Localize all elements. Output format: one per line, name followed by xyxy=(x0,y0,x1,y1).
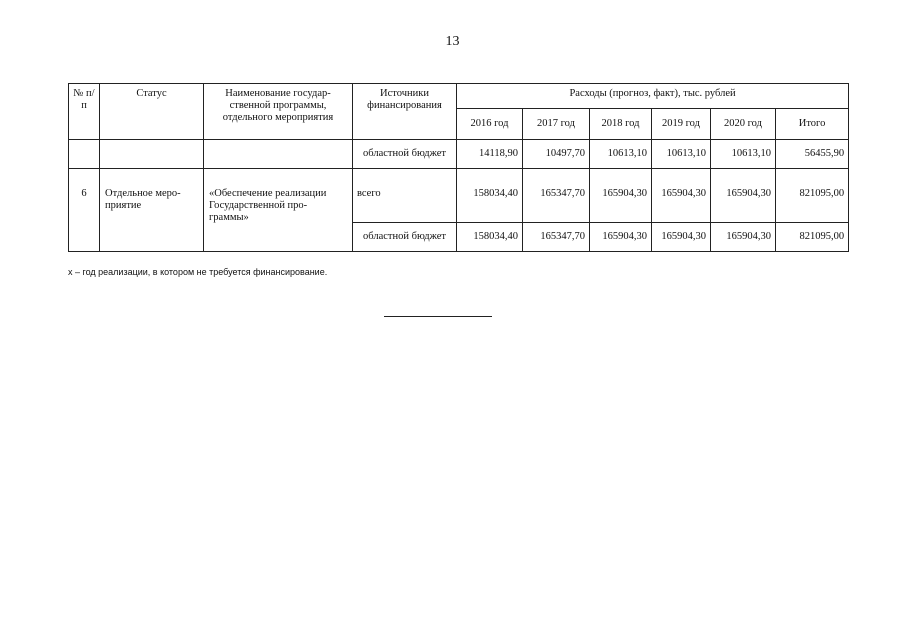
source-cell: областной бюджет xyxy=(353,140,457,169)
source-cell: всего xyxy=(353,179,457,223)
spacer-cell xyxy=(353,169,457,180)
status-cell: Отдельное меро- приятие xyxy=(100,179,204,252)
header-year-2020: 2020 год xyxy=(711,109,776,140)
value-cell: 158034,40 xyxy=(457,179,523,223)
total-cell: 56455,90 xyxy=(776,140,849,169)
value-cell: 165347,70 xyxy=(523,179,590,223)
total-cell: 821095,00 xyxy=(776,223,849,252)
name-cell: «Обеспечение реализации Государственной про- граммы» xyxy=(204,179,353,252)
value-cell: 10497,70 xyxy=(523,140,590,169)
source-cell: областной бюджет xyxy=(353,223,457,252)
header-year-2018: 2018 год xyxy=(590,109,652,140)
value-cell: 14118,90 xyxy=(457,140,523,169)
spacer-cell xyxy=(457,169,523,180)
header-year-2016: 2016 год xyxy=(457,109,523,140)
value-cell: 158034,40 xyxy=(457,223,523,252)
spacer-cell xyxy=(204,169,353,180)
total-cell: 821095,00 xyxy=(776,179,849,223)
value-cell: 10613,10 xyxy=(652,140,711,169)
spacer-cell xyxy=(100,169,204,180)
header-year-2019: 2019 год xyxy=(652,109,711,140)
value-cell: 165904,30 xyxy=(590,223,652,252)
header-row xyxy=(69,84,849,109)
value-cell: 165904,30 xyxy=(652,223,711,252)
spacer-cell xyxy=(652,169,711,180)
value-cell: 165904,30 xyxy=(711,179,776,223)
table-row xyxy=(69,179,849,223)
value-cell: 165347,70 xyxy=(523,223,590,252)
spacer-cell xyxy=(523,169,590,180)
spacer-cell xyxy=(69,169,100,180)
header-no: № п/п xyxy=(69,84,100,140)
value-cell: 165904,30 xyxy=(590,179,652,223)
status-cell-empty xyxy=(100,140,204,169)
value-cell: 165904,30 xyxy=(711,223,776,252)
value-cell: 10613,10 xyxy=(590,140,652,169)
table-row xyxy=(69,140,849,169)
header-total: Итого xyxy=(776,109,849,140)
end-divider xyxy=(384,316,492,317)
header-source: Источники финансирования xyxy=(353,84,457,140)
header-name: Наименование государ- ственной программы, отдельного мероприятия xyxy=(204,84,353,140)
spacer-row xyxy=(69,169,849,180)
spacer-cell xyxy=(711,169,776,180)
footnote: х – год реализации, в котором не требуется финансирование. xyxy=(68,267,328,277)
value-cell: 165904,30 xyxy=(652,179,711,223)
budget-table xyxy=(68,83,849,252)
no-cell-empty xyxy=(69,140,100,169)
header-expenses: Расходы (прогноз, факт), тыс. рублей xyxy=(457,84,849,109)
page-number: 13 xyxy=(445,34,460,49)
header-year-2017: 2017 год xyxy=(523,109,590,140)
row-number: 6 xyxy=(69,179,100,252)
spacer-cell xyxy=(590,169,652,180)
spacer-cell xyxy=(776,169,849,180)
name-cell-empty xyxy=(204,140,353,169)
value-cell: 10613,10 xyxy=(711,140,776,169)
header-status: Статус xyxy=(100,84,204,140)
